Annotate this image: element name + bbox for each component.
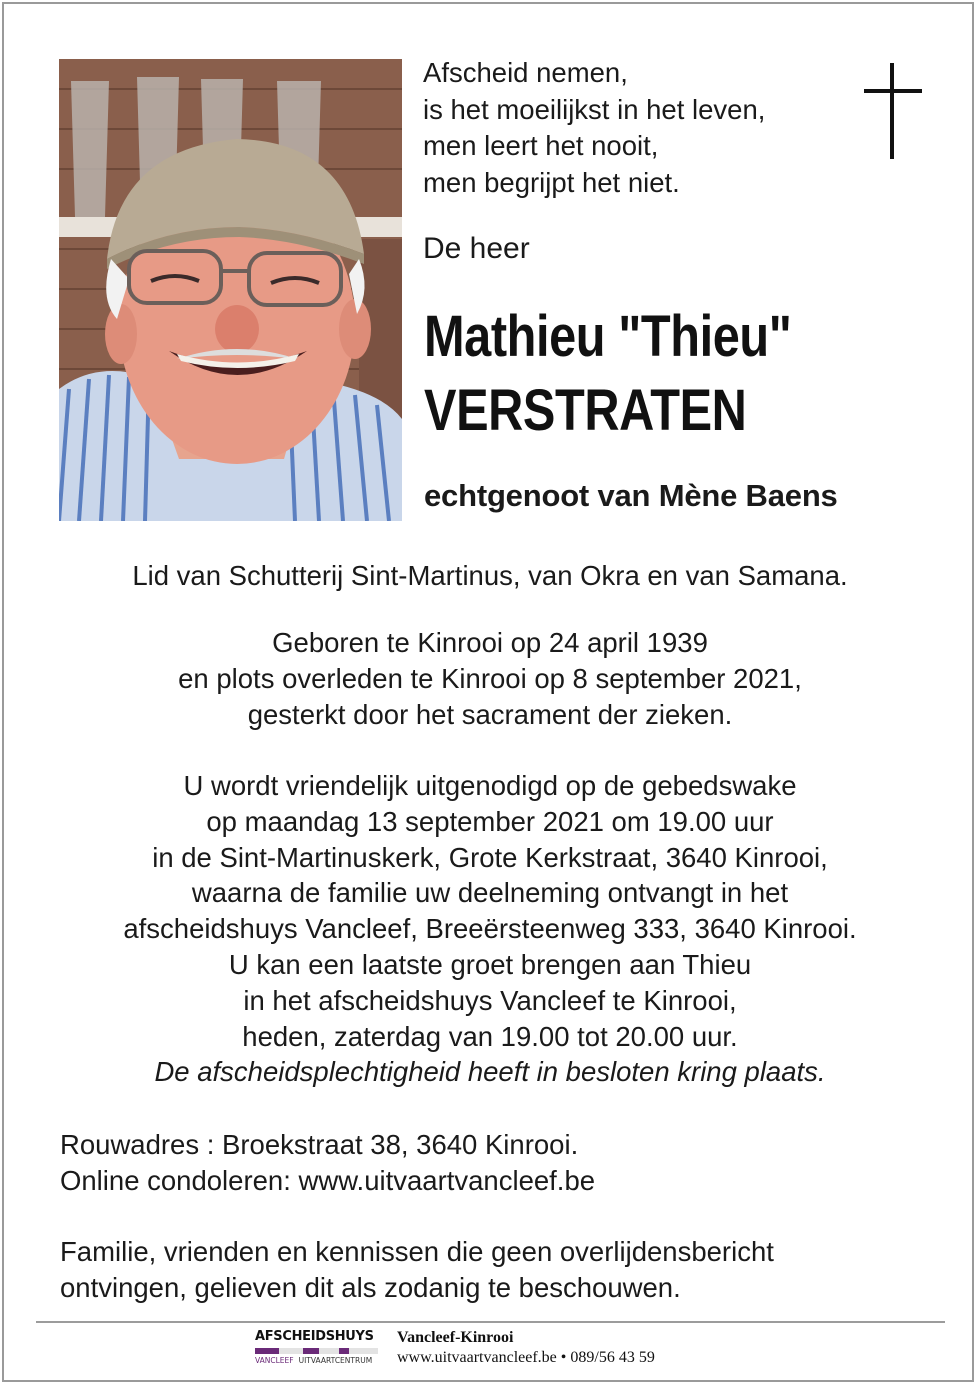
salutation: De heer [423, 232, 530, 265]
invitation-line: afscheidshuys Vancleef, Breeërsteenweg 333, 3640 Kinrooi. [123, 913, 857, 945]
logo-bar [255, 1348, 378, 1354]
poem-line: men leert het nooit, [423, 130, 659, 161]
cross-icon [864, 63, 922, 159]
birth-death-line: en plots overleden te Kinrooi op 8 september 2021, [178, 662, 802, 694]
mourning-address: Rouwadres : Broekstraat 38, 3640 Kinrooi. [60, 1129, 579, 1160]
birth-death-line: gesterkt door het sacrament der zieken. [247, 698, 733, 730]
spouse-line: echtgenoot van Mène Baens [424, 478, 838, 513]
poem-line: Afscheid nemen, [423, 57, 628, 88]
membership [0, 558, 980, 594]
invitation-line: waarna de familie uw deelneming ontvangt in het [191, 877, 789, 909]
birth-death-block [0, 625, 980, 732]
poem [423, 55, 765, 201]
membership-text: Lid van Schutterij Sint-Martinus, van Okra en van Samana. [132, 560, 848, 591]
birth-death-line: Geboren te Kinrooi op 24 april 1939 [272, 627, 708, 658]
website-phone: www.uitvaartvancleef.be • 089/56 43 59 [397, 1349, 655, 1366]
funeral-home-logo [255, 1328, 380, 1368]
poem-line: is het moeilijkst in het leven, [423, 93, 766, 125]
logo-title: AFSCHEIDSHUYS [255, 1328, 374, 1344]
company-name: Vancleef-Kinrooi [397, 1329, 514, 1346]
invitation-line: op maandag 13 september 2021 om 19.00 uur [206, 805, 774, 837]
invitation-block [0, 768, 980, 1090]
notice-block [60, 1234, 774, 1306]
invitation-line: U wordt vriendelijk uitgenodigd op de gebedswake [183, 770, 797, 801]
notice-line: ontvingen, gelieven dit als zodanig te beschouwen. [60, 1272, 681, 1303]
portrait-photo [59, 59, 402, 521]
invitation-line: heden, zaterdag van 19.00 tot 20.00 uur. [242, 1020, 738, 1052]
name-line-1: Mathieu "Thieu" [424, 304, 792, 369]
ceremony-note: De afscheidsplechtigheid heeft in besloten kring plaats. [154, 1056, 826, 1088]
notice-line: Familie, vrienden en kennissen die geen overlijdensbericht [60, 1236, 774, 1267]
name-line-2: VERSTRATEN [424, 378, 747, 443]
logo-sub-right: UITVAARTCENTRUM [298, 1356, 373, 1365]
footer-divider [36, 1321, 945, 1323]
contact-block [60, 1127, 595, 1199]
footer-contact [397, 1329, 655, 1367]
invitation-line: in het afscheidshuys Vancleef te Kinrooi, [243, 984, 737, 1016]
online-condolences: Online condoleren: www.uitvaartvancleef.be [60, 1165, 596, 1196]
deceased-name [424, 300, 791, 448]
poem-line: men begrijpt het niet. [423, 166, 680, 198]
invitation-line: in de Sint-Martinuskerk, Grote Kerkstraat, 3640 Kinrooi, [152, 841, 828, 873]
logo-sub-left: VANCLEEF [255, 1356, 294, 1365]
invitation-line: U kan een laatste groet brengen aan Thieu [228, 948, 752, 980]
logo-subtitle [255, 1356, 372, 1365]
